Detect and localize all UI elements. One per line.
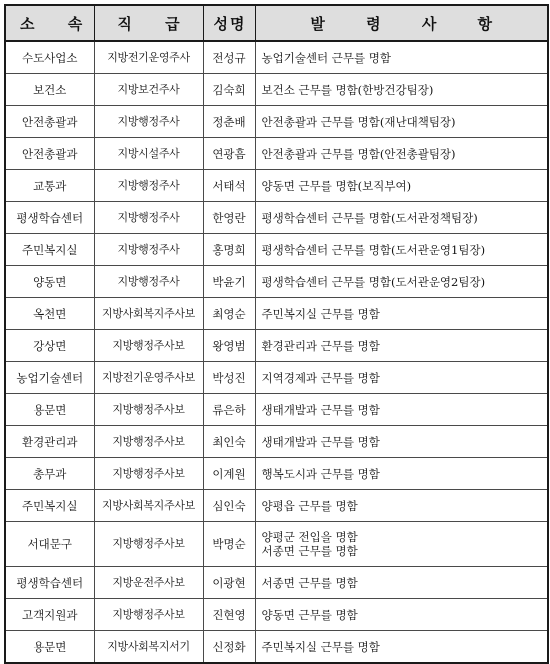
cell-dept: 옥천면 [5, 298, 94, 330]
cell-name: 류은하 [203, 394, 255, 426]
cell-dept: 교통과 [5, 170, 94, 202]
table-row [5, 631, 548, 664]
cell-name: 심인숙 [203, 490, 255, 522]
cell-dept: 양동면 [5, 266, 94, 298]
order-line: 평생학습센터 근무를 명함(도서관운영2팀장) [261, 274, 486, 289]
table-row [5, 394, 548, 426]
cell-grade: 지방사회복지주사보 [94, 298, 203, 330]
table-row [5, 74, 548, 106]
cell-dept: 주민복지실 [5, 234, 94, 266]
order-line: 환경관리과 근무를 명함 [261, 338, 380, 353]
cell-name: 연광흠 [203, 138, 255, 170]
cell-dept: 강상면 [5, 330, 94, 362]
order-line: 양평읍 근무를 명함 [261, 498, 358, 513]
cell-dept: 안전총괄과 [5, 106, 94, 138]
cell-name: 신정화 [203, 631, 255, 664]
cell-name: 박명순 [203, 522, 255, 567]
cell-order [255, 298, 548, 330]
cell-grade: 지방행정주사 [94, 266, 203, 298]
column-header-dept: 소 속 [5, 5, 94, 41]
header-row [5, 5, 548, 41]
order-line: 안전총괄과 근무를 명함(안전총괄팀장) [261, 146, 456, 161]
cell-grade: 지방시설주사 [94, 138, 203, 170]
cell-grade: 지방운전주사보 [94, 567, 203, 599]
order-line: 행복도시과 근무를 명함 [261, 466, 380, 481]
order-line: 양동면 근무를 명함 [261, 607, 358, 622]
cell-name: 박성진 [203, 362, 255, 394]
table-row [5, 170, 548, 202]
cell-order [255, 362, 548, 394]
table-row [5, 298, 548, 330]
cell-grade: 지방전기운영주사 [94, 41, 203, 74]
cell-order [255, 106, 548, 138]
order-line: 주민복지실 근무를 명함 [261, 306, 380, 321]
cell-order [255, 170, 548, 202]
order-line: 생태개발과 근무를 명함 [261, 434, 380, 449]
cell-grade: 지방행정주사보 [94, 522, 203, 567]
cell-grade: 지방사회복지주사보 [94, 490, 203, 522]
cell-dept: 안전총괄과 [5, 138, 94, 170]
table-row [5, 362, 548, 394]
personnel-order-table [4, 4, 549, 664]
cell-dept: 보건소 [5, 74, 94, 106]
order-line: 평생학습센터 근무를 명함(도서관정책팀장) [261, 210, 478, 225]
cell-grade: 지방보건주사 [94, 74, 203, 106]
cell-name: 최영순 [203, 298, 255, 330]
cell-order [255, 599, 548, 631]
cell-order [255, 330, 548, 362]
cell-grade: 지방행정주사보 [94, 330, 203, 362]
cell-dept: 농업기술센터 [5, 362, 94, 394]
cell-name: 이광현 [203, 567, 255, 599]
order-line: 생태개발과 근무를 명함 [261, 402, 380, 417]
cell-name: 최인숙 [203, 426, 255, 458]
cell-grade: 지방행정주사 [94, 106, 203, 138]
cell-name: 홍명희 [203, 234, 255, 266]
cell-name: 박윤기 [203, 266, 255, 298]
order-line: 양동면 근무를 명함(보직부여) [261, 178, 412, 193]
cell-grade: 지방사회복지서기 [94, 631, 203, 664]
table-header [5, 5, 548, 41]
cell-name: 이계원 [203, 458, 255, 490]
order-line: 지역경제과 근무를 명함 [261, 370, 380, 385]
table-row [5, 426, 548, 458]
cell-order [255, 41, 548, 74]
order-line: 안전총괄과 근무를 명함(재난대책팀장) [261, 114, 456, 129]
cell-name: 서태석 [203, 170, 255, 202]
cell-dept: 환경관리과 [5, 426, 94, 458]
cell-grade: 지방행정주사 [94, 202, 203, 234]
cell-name: 진현영 [203, 599, 255, 631]
cell-grade: 지방행정주사보 [94, 599, 203, 631]
cell-dept: 고객지원과 [5, 599, 94, 631]
column-header-grade: 직 급 [94, 5, 203, 41]
cell-grade: 지방행정주사 [94, 234, 203, 266]
table-row [5, 138, 548, 170]
column-header-order: 발 령 사 항 [255, 5, 548, 41]
order-line: 서종면 근무를 명함 [261, 544, 358, 558]
table-row [5, 266, 548, 298]
order-line: 주민복지실 근무를 명함 [261, 639, 380, 654]
cell-order [255, 522, 548, 567]
cell-order [255, 74, 548, 106]
cell-dept: 평생학습센터 [5, 202, 94, 234]
table-row [5, 106, 548, 138]
cell-order [255, 631, 548, 664]
cell-grade: 지방행정주사보 [94, 458, 203, 490]
cell-dept: 총무과 [5, 458, 94, 490]
table-row [5, 330, 548, 362]
cell-dept: 용문면 [5, 631, 94, 664]
cell-order [255, 458, 548, 490]
cell-name: 한영란 [203, 202, 255, 234]
cell-dept: 서대문구 [5, 522, 94, 567]
table-body [5, 41, 548, 663]
column-header-name: 성명 [203, 5, 255, 41]
cell-dept: 평생학습센터 [5, 567, 94, 599]
table-row [5, 234, 548, 266]
cell-grade: 지방행정주사 [94, 170, 203, 202]
cell-dept: 주민복지실 [5, 490, 94, 522]
order-line: 보건소 근무를 명함(한방건강팀장) [261, 82, 434, 97]
cell-name: 전성규 [203, 41, 255, 74]
cell-order [255, 234, 548, 266]
table-row [5, 522, 548, 567]
cell-order [255, 266, 548, 298]
order-line: 서종면 근무를 명함 [261, 575, 358, 590]
table-row [5, 567, 548, 599]
cell-dept: 용문면 [5, 394, 94, 426]
cell-grade: 지방전기운영주사보 [94, 362, 203, 394]
cell-order [255, 202, 548, 234]
table-row [5, 41, 548, 74]
table-row [5, 458, 548, 490]
table-row [5, 202, 548, 234]
table-row [5, 490, 548, 522]
cell-order [255, 138, 548, 170]
cell-order [255, 567, 548, 599]
cell-grade: 지방행정주사보 [94, 426, 203, 458]
cell-name: 김숙희 [203, 74, 255, 106]
cell-dept: 수도사업소 [5, 41, 94, 74]
cell-order [255, 490, 548, 522]
cell-order [255, 394, 548, 426]
order-line: 양평군 전입을 명함 [261, 530, 358, 544]
order-line: 평생학습센터 근무를 명함(도서관운영1팀장) [261, 242, 486, 257]
cell-name: 왕영범 [203, 330, 255, 362]
order-line: 농업기술센터 근무를 명함 [261, 50, 392, 65]
cell-order [255, 426, 548, 458]
cell-name: 정춘배 [203, 106, 255, 138]
table-row [5, 599, 548, 631]
cell-grade: 지방행정주사보 [94, 394, 203, 426]
